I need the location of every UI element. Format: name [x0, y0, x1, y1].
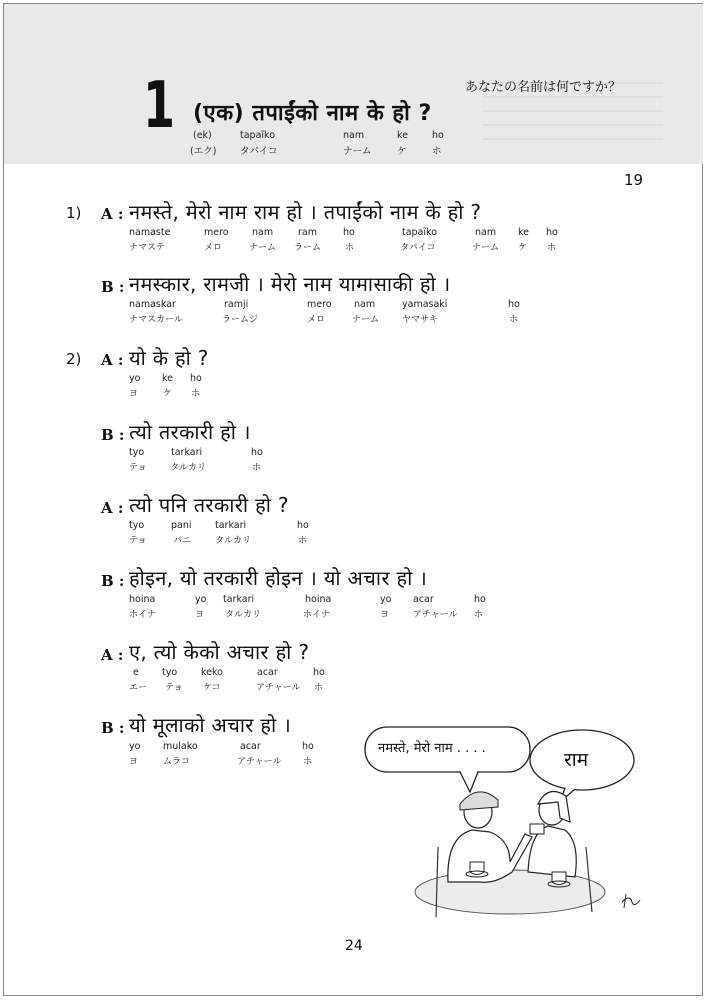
kana-word: タパイコ — [400, 243, 436, 253]
speaker-label: B : — [101, 426, 125, 444]
roman-word: ho — [251, 447, 263, 458]
roman-word: ke — [162, 373, 174, 384]
title-roman: ho — [432, 130, 444, 141]
kana-word: ホ — [509, 315, 519, 325]
nepali-title: (एक) तपाईंको नाम के हो ? — [193, 101, 432, 126]
section-marker: 1) — [66, 204, 82, 222]
roman-word: ram — [298, 227, 317, 238]
roman-word: mero — [204, 227, 229, 238]
kana-word: ホ — [547, 243, 557, 253]
speaker-label: A : — [101, 646, 124, 664]
kana-word: ラームジ — [222, 315, 259, 325]
roman-word: nam — [354, 299, 376, 310]
kana-word: メロ — [204, 243, 223, 253]
kana-word: タルカリ — [215, 536, 252, 546]
kana-word: タルカリ — [170, 463, 207, 473]
kana-word: ヨ — [129, 389, 139, 399]
speaker-label: B : — [101, 719, 125, 737]
roman-word: ho — [313, 667, 325, 678]
roman-word: hoina — [305, 594, 332, 605]
roman-word: yo — [129, 741, 141, 752]
kana-word: メロ — [307, 315, 326, 325]
speaker-label: B : — [101, 572, 125, 590]
roman-word: acar — [413, 594, 434, 605]
kana-word: ホ — [474, 610, 484, 620]
kana-word: ケ — [163, 389, 173, 399]
kana-word: ナーム — [249, 243, 277, 253]
dialogue-line: नमस्कार, रामजी । मेरो नाम यामासाकी हो । — [129, 272, 451, 296]
title-roman: (ek) — [193, 130, 212, 141]
roman-word: tapaĩko — [402, 227, 438, 238]
roman-word: tyo — [162, 667, 178, 678]
kana-word: アチャール — [237, 757, 282, 767]
dialogue-line: त्यो पनि तरकारी हो ? — [129, 493, 289, 517]
speaker-label: A : — [101, 499, 124, 517]
kana-word: ナマスカール — [129, 315, 183, 325]
kana-word: ホ — [191, 389, 201, 399]
kana-word: ヨ — [380, 610, 390, 620]
dialogue-line: ए, त्यो केको अचार हो ? — [129, 640, 310, 664]
roman-word: ho — [297, 520, 309, 531]
roman-word: mulako — [163, 741, 198, 752]
dialogue-line: होइन, यो तरकारी होइन । यो अचार हो । — [129, 566, 428, 590]
page-number-top: 19 — [624, 171, 644, 189]
kana-word: パニ — [173, 536, 192, 546]
kana-word: テョ — [129, 536, 147, 546]
title-kana: ケ — [397, 146, 407, 157]
kana-word: ヨ — [195, 610, 205, 620]
kana-word: ヤマサキ — [402, 315, 439, 325]
roman-word: acar — [257, 667, 278, 678]
kana-word: ケコ — [203, 683, 221, 693]
title-kana: (エク) — [190, 146, 217, 157]
speaker-label: A : — [101, 205, 124, 223]
roman-word: yamasaki — [402, 299, 448, 310]
roman-word: ho — [546, 227, 558, 238]
kana-word: ナマステ — [129, 243, 165, 253]
roman-word: tyo — [129, 447, 145, 458]
dialogue-line: त्यो तरकारी हो । — [129, 420, 251, 444]
roman-word: nam — [475, 227, 497, 238]
roman-word: namaskar — [129, 299, 176, 310]
kana-word: エー — [129, 683, 148, 693]
title-roman: tapaĩko — [240, 130, 276, 141]
dialogue-line: यो मूलाको अचार हो । — [129, 713, 292, 737]
kana-word: テョ — [165, 683, 183, 693]
title-roman: ke — [397, 130, 409, 141]
roman-word: ramji — [224, 299, 249, 310]
roman-word: tarkari — [171, 447, 203, 458]
roman-word: yo — [380, 594, 392, 605]
title-kana: ホ — [432, 146, 442, 157]
speaker-label: B : — [101, 278, 125, 296]
speech-bubble-right-text: राम — [564, 749, 589, 771]
roman-word: tarkari — [215, 520, 247, 531]
page-number-bottom: 24 — [345, 938, 363, 954]
roman-word: mero — [307, 299, 332, 310]
kana-word: ヨ — [129, 757, 139, 767]
section-marker: 2) — [66, 350, 82, 368]
kana-word: ホ — [252, 463, 262, 473]
kana-word: ホ — [314, 683, 324, 693]
roman-word: nam — [252, 227, 274, 238]
speech-bubble-left-text: नमस्ते, मेरो नाम . . . . — [378, 741, 486, 756]
roman-word: hoina — [129, 594, 156, 605]
roman-word: yo — [195, 594, 207, 605]
roman-word: tarkari — [223, 594, 255, 605]
kana-word: ホ — [298, 536, 308, 546]
dialogue-line: यो के हो ? — [129, 346, 209, 370]
kana-word: アチャール — [413, 610, 458, 620]
kana-word: ホ — [345, 243, 355, 253]
kana-word: アチャール — [256, 683, 301, 693]
kana-word: テョ — [129, 463, 147, 473]
kana-word: ナーム — [472, 243, 500, 253]
roman-word: ke — [518, 227, 530, 238]
japanese-title: あなたの名前は何ですか？ — [465, 80, 622, 95]
roman-word: ho — [190, 373, 202, 384]
kana-word: ケ — [518, 243, 528, 253]
title-kana: タパイコ — [240, 146, 278, 157]
lesson-number: 1 — [143, 69, 176, 143]
roman-word: ho — [474, 594, 486, 605]
roman-word: ho — [343, 227, 355, 238]
kana-word: ホ — [303, 757, 313, 767]
roman-word: ho — [302, 741, 314, 752]
roman-word: pani — [171, 520, 192, 531]
speaker-label: A : — [101, 351, 124, 369]
roman-word: ho — [508, 299, 520, 310]
title-kana: ナーム — [343, 146, 372, 157]
dialogue-line: नमस्ते, मेरो नाम राम हो । तपाईंको नाम के हो ? — [129, 200, 482, 224]
title-roman: nam — [343, 130, 365, 141]
roman-word: namaste — [129, 227, 171, 238]
kana-word: ホイナ — [303, 610, 331, 620]
roman-word: e — [133, 667, 139, 678]
roman-word: acar — [240, 741, 261, 752]
roman-word: yo — [129, 373, 141, 384]
kana-word: タルカリ — [225, 610, 262, 620]
kana-word: ナーム — [352, 315, 380, 325]
roman-word: tyo — [129, 520, 145, 531]
kana-word: ムラコ — [163, 757, 191, 767]
kana-word: ラーム — [294, 243, 322, 253]
roman-word: keko — [201, 667, 223, 678]
kana-word: ホイナ — [129, 610, 157, 620]
